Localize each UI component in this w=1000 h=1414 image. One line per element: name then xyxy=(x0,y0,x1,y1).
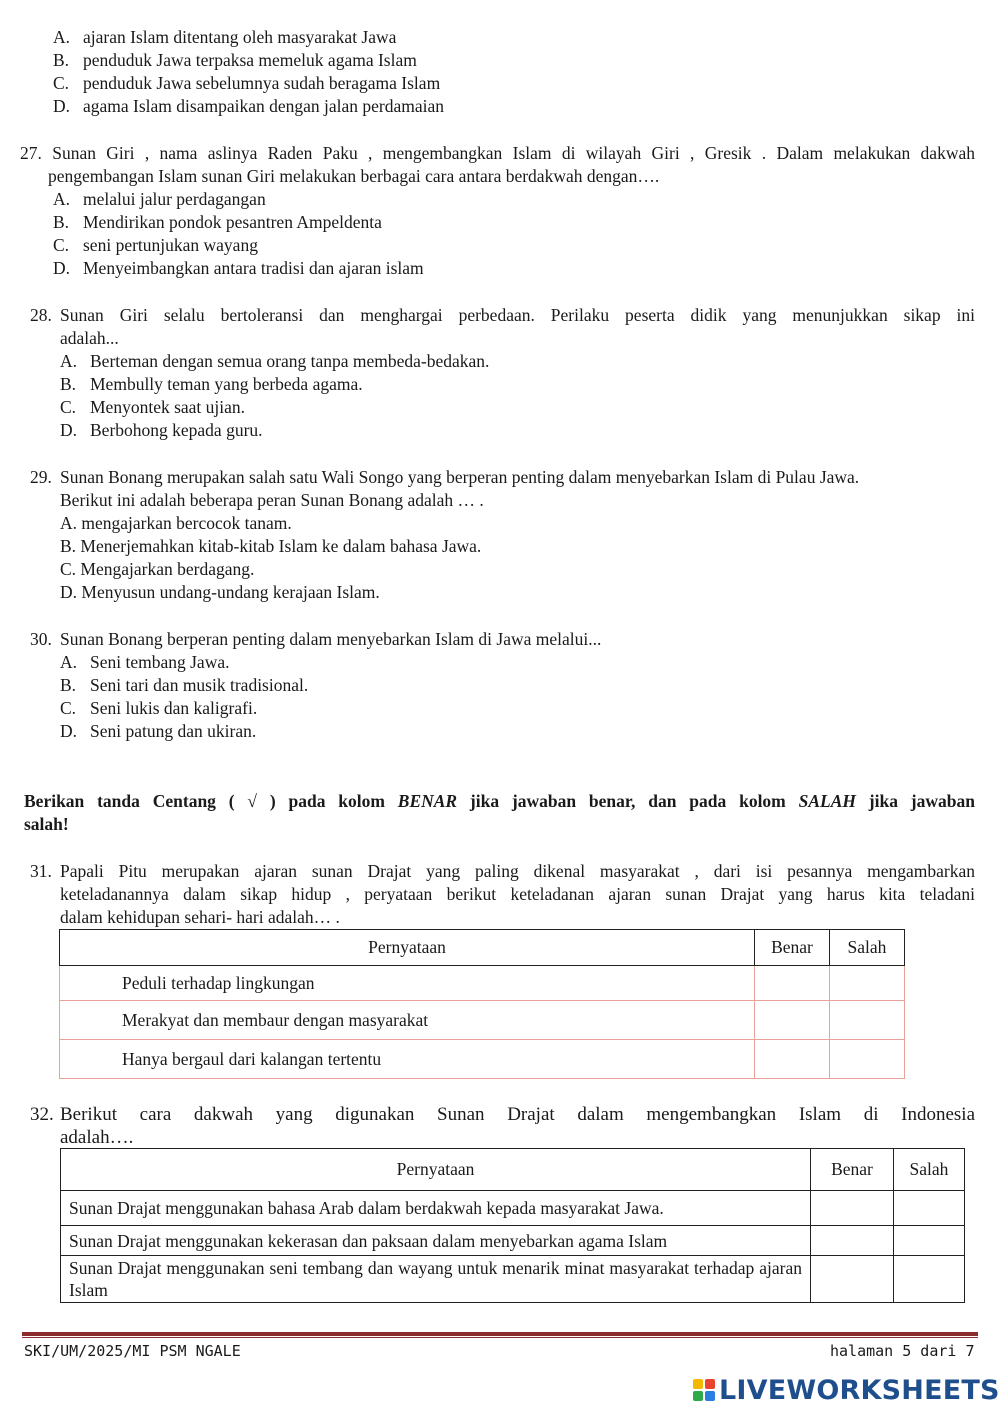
instruction-line1: Berikan tanda Centang ( √ ) pada kolom BENAR jika jawaban benar, dan pada kolom SALAH jika jawaban xyxy=(24,791,975,811)
q26-option-c: C. penduduk Jawa sebelumnya sudah beragama Islam xyxy=(53,73,441,93)
q29-option-d: D. Menyusun undang-undang kerajaan Islam. xyxy=(60,582,380,602)
q31-number: 31. xyxy=(30,861,52,881)
q27-option-c: C. seni pertunjukan wayang xyxy=(53,235,258,255)
table-row xyxy=(61,1191,965,1226)
q29-stem-line1: Sunan Bonang merupakan salah satu Wali Songo yang berperan penting dalam menyebarkan Islam di Pulau Jawa. xyxy=(60,467,860,487)
header-benar: Benar xyxy=(811,1149,894,1191)
instruction-line2: salah! xyxy=(24,814,69,834)
q30-option-b: B. Seni tari dan musik tradisional. xyxy=(60,675,309,695)
q28-stem-line1: Sunan Giri selalu bertoleransi dan menghargai perbedaan. Perilaku peserta didik yang menunjukkan sikap ini xyxy=(60,305,975,325)
q26-option-b: B. penduduk Jawa terpaksa memeluk agama Islam xyxy=(53,50,417,70)
q30-option-c: C. Seni lukis dan kaligrafi. xyxy=(60,698,258,718)
footer-code: SKI/UM/2025/MI PSM NGALE xyxy=(24,1342,241,1360)
q32-number: 32. xyxy=(30,1104,54,1125)
q29-option-a: A. mengajarkan bercocok tanam. xyxy=(60,513,292,533)
q28-option-a: A. Berteman dengan semua orang tanpa membeda-bedakan. xyxy=(60,351,490,371)
q32-stem-line1: Berikut cara dakwah yang digunakan Sunan Drajat dalam mengembangkan Islam di Indonesia xyxy=(60,1104,975,1125)
q31-stem-line3: dalam kehidupan sehari- hari adalah… . xyxy=(60,907,340,927)
header-salah: Salah xyxy=(894,1149,965,1191)
statement-cell: Sunan Drajat menggunakan seni tembang dan wayang untuk menarik minat masyarakat terhadap ajaran Islam xyxy=(61,1256,811,1303)
footer-rule-thick xyxy=(22,1332,978,1336)
salah-checkbox-cell[interactable] xyxy=(894,1226,965,1256)
q26-option-a: A. ajaran Islam ditentang oleh masyarakat Jawa xyxy=(53,27,397,47)
table-header-row xyxy=(61,1149,965,1191)
table-row xyxy=(60,1040,905,1079)
statement-cell: Hanya bergaul dari kalangan tertentu xyxy=(60,1040,755,1079)
q29-number: 29. xyxy=(30,467,52,487)
q29-stem-line2: Berikut ini adalah beberapa peran Sunan Bonang adalah … . xyxy=(60,490,484,510)
q31-table xyxy=(59,929,905,1079)
q28-option-d: D. Berbohong kepada guru. xyxy=(60,420,263,440)
q27-option-b: B. Mendirikan pondok pesantren Ampeldenta xyxy=(53,212,382,232)
statement-cell: Peduli terhadap lingkungan xyxy=(60,966,755,1001)
statement-cell: Sunan Drajat menggunakan kekerasan dan paksaan dalam menyebarkan agama Islam xyxy=(61,1226,811,1256)
table-row xyxy=(61,1226,965,1256)
table-row xyxy=(60,966,905,1001)
q32-table xyxy=(60,1148,965,1303)
q26-option-d: D. agama Islam disampaikan dengan jalan perdamaian xyxy=(53,96,445,116)
q27-option-a: A. melalui jalur perdagangan xyxy=(53,189,266,209)
benar-checkbox-cell[interactable] xyxy=(755,1001,830,1040)
footer-page-number: halaman 5 dari 7 xyxy=(830,1342,975,1360)
benar-checkbox-cell[interactable] xyxy=(811,1256,894,1303)
statement-cell: Merakyat dan membaur dengan masyarakat xyxy=(60,1001,755,1040)
q28-number: 28. xyxy=(30,305,52,325)
salah-checkbox-cell[interactable] xyxy=(830,966,905,1001)
salah-checkbox-cell[interactable] xyxy=(894,1191,965,1226)
q31-stem-line2: keteladanannya dalam sikap hidup , peryataan berikut keteladanan ajaran sunan Drajat yang harus kita teladani xyxy=(60,884,975,904)
header-pernyataan: Pernyataan xyxy=(61,1149,811,1191)
liveworksheets-brand xyxy=(693,1374,1000,1406)
header-pernyataan: Pernyataan xyxy=(60,930,755,966)
benar-checkbox-cell[interactable] xyxy=(811,1226,894,1256)
q29-option-b: B. Menerjemahkan kitab-kitab Islam ke dalam bahasa Jawa. xyxy=(60,536,482,556)
table-row xyxy=(61,1256,965,1303)
benar-checkbox-cell[interactable] xyxy=(755,966,830,1001)
q30-number: 30. xyxy=(30,629,52,649)
q27-option-d: D. Menyeimbangkan antara tradisi dan ajaran islam xyxy=(53,258,424,278)
q28-option-b: B. Membully teman yang berbeda agama. xyxy=(60,374,363,394)
salah-checkbox-cell[interactable] xyxy=(830,1040,905,1079)
table-row xyxy=(60,1001,905,1040)
q29-option-c: C. Mengajarkan berdagang. xyxy=(60,559,255,579)
salah-checkbox-cell[interactable] xyxy=(830,1001,905,1040)
q31-stem-line1: Papali Pitu merupakan ajaran sunan Drajat yang paling dikenal masyarakat , dari isi pesannya mengambarkan xyxy=(60,861,975,881)
q27-stem-line1: 27. Sunan Giri , nama aslinya Raden Paku , mengembangkan Islam di wilayah Giri , Gresik . Dalam melakukan dakwah xyxy=(20,143,975,163)
liveworksheets-logo-icon xyxy=(693,1379,715,1401)
q28-stem-line2: adalah... xyxy=(60,328,119,348)
benar-checkbox-cell[interactable] xyxy=(755,1040,830,1079)
q30-option-d: D. Seni patung dan ukiran. xyxy=(60,721,257,741)
benar-checkbox-cell[interactable] xyxy=(811,1191,894,1226)
q30-option-a: A. Seni tembang Jawa. xyxy=(60,652,230,672)
header-benar: Benar xyxy=(755,930,830,966)
q30-stem: Sunan Bonang berperan penting dalam menyebarkan Islam di Jawa melalui... xyxy=(60,629,602,649)
statement-cell: Sunan Drajat menggunakan bahasa Arab dalam berdakwah kepada masyarakat Jawa. xyxy=(61,1191,811,1226)
brand-name: LIVEWORKSHEETS xyxy=(719,1374,1000,1406)
table-header-row xyxy=(60,930,905,966)
header-salah: Salah xyxy=(830,930,905,966)
q27-stem-line2: pengembangan Islam sunan Giri melakukan berbagai cara antara berdakwah dengan…. xyxy=(48,166,660,186)
q28-option-c: C. Menyontek saat ujian. xyxy=(60,397,246,417)
q32-stem-line2: adalah…. xyxy=(60,1127,134,1148)
salah-checkbox-cell[interactable] xyxy=(894,1256,965,1303)
footer-rule-thin xyxy=(22,1337,978,1338)
